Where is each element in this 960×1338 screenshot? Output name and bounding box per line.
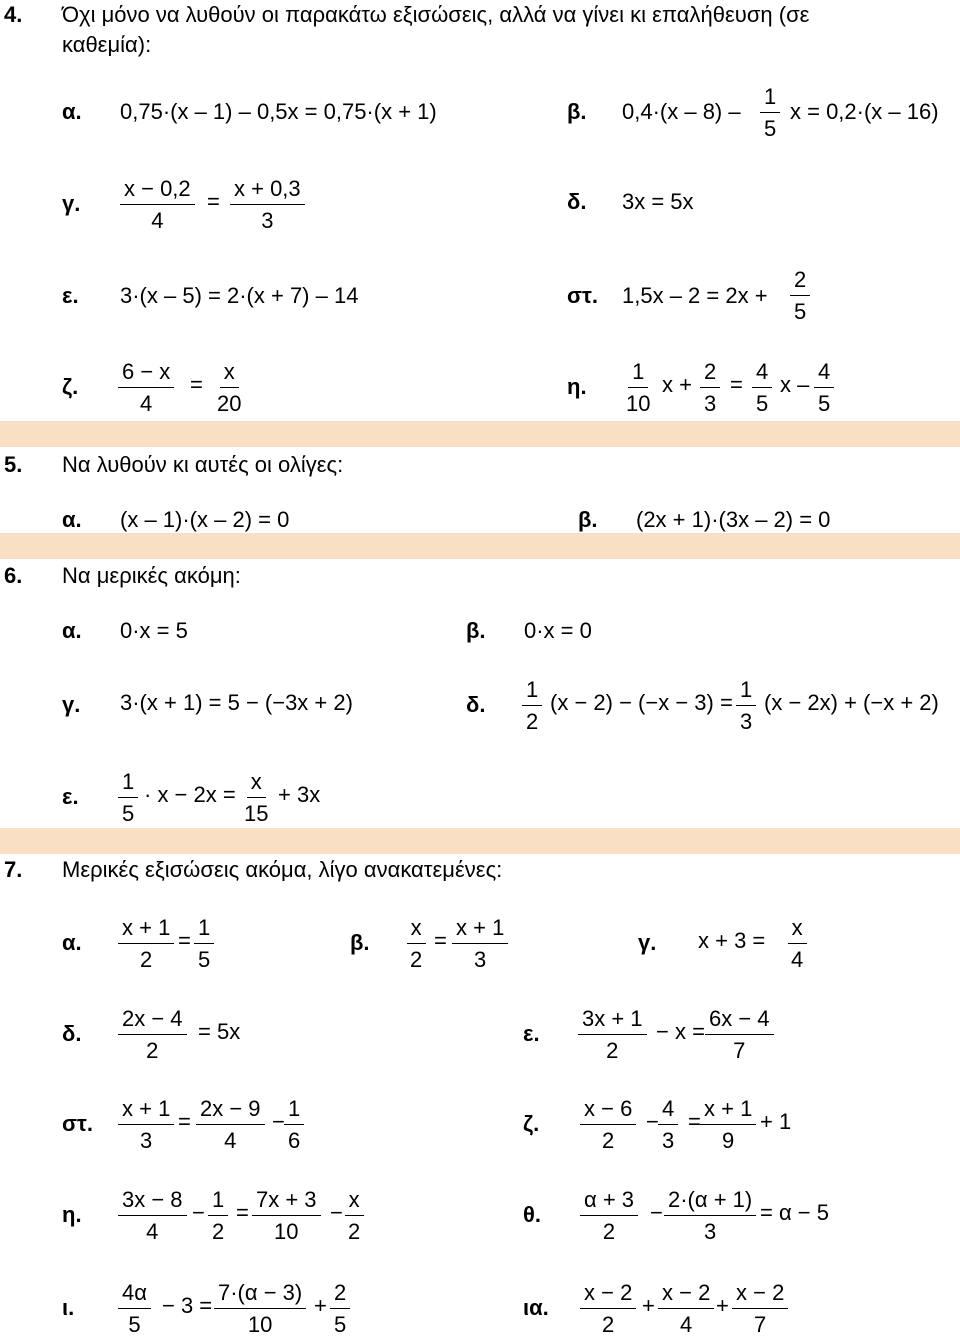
- q5-b-equation: (2x + 1)·(3x – 2) = 0: [636, 507, 831, 532]
- fraction-numerator: 2x − 9: [196, 1095, 265, 1125]
- q7-i-plus: +: [314, 1293, 327, 1318]
- fraction-denominator: 7: [733, 1038, 746, 1063]
- fraction-numerator: 4α: [118, 1279, 151, 1309]
- q7-th-fraction-2: [664, 1186, 756, 1245]
- fraction-denominator: 4: [224, 1128, 237, 1153]
- fraction-denominator: 2: [606, 1038, 619, 1063]
- q6-d-label: δ.: [466, 692, 486, 717]
- q7-h-minus-1: −: [192, 1200, 205, 1225]
- q7-b-fraction-2: [452, 914, 508, 973]
- fraction-denominator: 3: [662, 1128, 675, 1153]
- q7-th-label: θ.: [523, 1202, 542, 1227]
- fraction-numerator: 1: [522, 676, 542, 706]
- question-6-number: 6.: [4, 563, 23, 588]
- q6-e-fraction-1: [118, 768, 138, 827]
- q7-z-fraction-1: [580, 1095, 636, 1154]
- fraction-denominator: 2: [410, 947, 423, 972]
- q4-h-fraction-2: [700, 358, 720, 417]
- q7-i-label: ι.: [62, 1295, 75, 1320]
- q7-st-minus: −: [272, 1109, 285, 1134]
- q4-c-label: γ.: [62, 191, 81, 216]
- q7-ia-plus-1: +: [642, 1293, 655, 1318]
- fraction-denominator: 4: [151, 208, 164, 233]
- fraction-numerator: 4: [814, 358, 834, 388]
- q4-h-fraction-1: [622, 358, 654, 417]
- fraction-denominator: 2: [602, 1312, 615, 1337]
- q6-e-label: ε.: [62, 784, 79, 809]
- fraction-numerator: 1: [736, 676, 756, 706]
- fraction-denominator: 5: [122, 801, 135, 826]
- fraction-numerator: 1: [628, 358, 648, 388]
- q4-d-label: δ.: [567, 189, 587, 214]
- q7-h-fraction-1: [118, 1186, 187, 1245]
- q7-b-equals: =: [434, 928, 447, 953]
- q7-z-label: ζ.: [523, 1111, 540, 1136]
- section-divider-band: [0, 533, 960, 559]
- q7-i-fraction-3: [330, 1279, 350, 1338]
- fraction-denominator: 4: [146, 1219, 159, 1244]
- q7-e-fraction-2: [705, 1005, 774, 1064]
- question-4-heading-line2: καθεμία):: [62, 32, 152, 57]
- fraction-denominator: 5: [794, 299, 807, 324]
- q6-e-part1: · x − 2x =: [144, 782, 236, 807]
- fraction-denominator: 10: [274, 1219, 299, 1244]
- q4-a-label: α.: [62, 99, 82, 124]
- fraction-denominator: 5: [334, 1312, 347, 1337]
- q7-d-part1: = 5x: [198, 1019, 241, 1044]
- q6-e-part2: + 3x: [278, 782, 321, 807]
- q5-a-equation: (x – 1)·(x – 2) = 0: [120, 507, 290, 532]
- q4-z-fraction-left: [118, 358, 174, 417]
- fraction-numerator: 1: [760, 83, 780, 113]
- fraction-denominator: 2: [146, 1038, 159, 1063]
- fraction-denominator: 3: [704, 391, 717, 416]
- fraction-numerator: 1: [284, 1095, 304, 1125]
- q4-b-part1: 0,4·(x – 8) –: [622, 99, 741, 124]
- fraction-numerator: 2: [700, 358, 720, 388]
- q4-h-equals: =: [730, 372, 743, 397]
- q7-d-label: δ.: [62, 1021, 82, 1046]
- q4-z-fraction-right: [213, 358, 245, 417]
- fraction-denominator: 5: [128, 1312, 141, 1337]
- fraction-numerator: 6x − 4: [705, 1005, 774, 1035]
- fraction-numerator: 1: [208, 1186, 228, 1216]
- q7-h-label: η.: [62, 1202, 82, 1227]
- fraction-denominator: 4: [680, 1312, 693, 1337]
- q7-z-equals: =: [688, 1109, 701, 1134]
- q7-e-fraction-1: [578, 1005, 647, 1064]
- fraction-numerator: 6 − x: [118, 358, 174, 388]
- fraction-denominator: 3: [704, 1219, 717, 1244]
- q7-h-fraction-3: [252, 1186, 321, 1245]
- question-4-number: 4.: [4, 2, 23, 27]
- q5-a-label: α.: [62, 507, 82, 532]
- fraction-denominator: 4: [140, 391, 153, 416]
- q6-c-label: γ.: [62, 692, 81, 717]
- question-7-heading: Μερικές εξισώσεις ακόμα, λίγο ανακατεμένες:: [62, 857, 503, 882]
- question-5-heading: Να λυθούν κι αυτές οι ολίγες:: [62, 452, 344, 477]
- fraction-numerator: x − 2: [658, 1279, 714, 1309]
- fraction-denominator: 2: [602, 1219, 616, 1244]
- q4-z-label: ζ.: [62, 374, 79, 399]
- q4-b-part2: x = 0,2·(x – 16): [790, 99, 939, 124]
- q4-h-label: η.: [567, 374, 587, 399]
- fraction-denominator: 5: [198, 947, 211, 972]
- q7-z-fraction-3: [700, 1095, 756, 1154]
- q7-th-part1: = α − 5: [760, 1200, 829, 1225]
- q7-i-fraction-1: [118, 1279, 151, 1338]
- q7-a-fraction-2: [194, 914, 214, 973]
- q6-e-fraction-2: [240, 768, 272, 827]
- fraction-denominator: 3: [261, 208, 274, 233]
- q7-st-label: στ.: [62, 1111, 93, 1136]
- fraction-numerator: 7·(α − 3): [214, 1279, 306, 1309]
- q6-b-label: β.: [466, 618, 486, 643]
- q7-h-fraction-4: [344, 1186, 364, 1245]
- q6-d-fraction-1: [522, 676, 542, 735]
- q7-b-fraction-1: [406, 914, 426, 973]
- fraction-numerator: x + 0,3: [230, 175, 305, 205]
- q7-ia-plus-2: +: [716, 1293, 729, 1318]
- q4-h-fraction-4: [814, 358, 834, 417]
- q4-z-equals: =: [190, 372, 203, 397]
- q6-a-label: α.: [62, 618, 82, 643]
- fraction-denominator: 2: [212, 1219, 225, 1244]
- q4-d-equation: 3x = 5x: [622, 189, 694, 214]
- fraction-denominator: 15: [244, 801, 269, 826]
- q6-d-fraction-2: [736, 676, 756, 735]
- q6-a-equation: 0·x = 5: [120, 618, 188, 643]
- q4-c-fraction-left: [120, 175, 195, 234]
- question-5-number: 5.: [4, 452, 23, 477]
- fraction-numerator: 2x − 4: [118, 1005, 187, 1035]
- q7-st-fraction-3: [284, 1095, 304, 1154]
- fraction-denominator: 2: [526, 709, 539, 734]
- q6-d-part1: (x − 2) − (−x − 3) =: [550, 690, 733, 715]
- q7-st-fraction-2: [196, 1095, 265, 1154]
- fraction-denominator: 2: [348, 1219, 361, 1244]
- fraction-numerator: x + 1: [452, 914, 508, 944]
- q4-h-part2: x –: [780, 372, 810, 397]
- q7-c-fraction: [787, 914, 807, 973]
- q4-c-equals: =: [207, 189, 220, 214]
- q7-b-label: β.: [350, 930, 370, 955]
- fraction-numerator: x + 1: [118, 1095, 174, 1125]
- fraction-numerator: x: [220, 358, 239, 388]
- fraction-numerator: x: [788, 914, 807, 944]
- fraction-denominator: 10: [626, 391, 651, 416]
- fraction-numerator: 1: [118, 768, 138, 798]
- q4-e-equation: 3·(x – 5) = 2·(x + 7) – 14: [120, 283, 359, 308]
- fraction-numerator: x + 1: [118, 914, 174, 944]
- fraction-numerator: x: [407, 914, 426, 944]
- fraction-denominator: 6: [288, 1128, 301, 1153]
- fraction-numerator: x − 0,2: [120, 175, 195, 205]
- fraction-denominator: 7: [754, 1312, 767, 1337]
- q4-e-label: ε.: [62, 283, 79, 308]
- q7-ia-fraction-3: [732, 1279, 788, 1338]
- fraction-denominator: 5: [764, 116, 777, 141]
- fraction-denominator: 3: [740, 709, 753, 734]
- fraction-denominator: 10: [247, 1312, 273, 1337]
- fraction-denominator: 5: [756, 391, 769, 416]
- fraction-numerator: x: [345, 1186, 364, 1216]
- fraction-denominator: 2: [140, 947, 153, 972]
- question-6-heading: Να μερικές ακόμη:: [62, 563, 241, 588]
- fraction-numerator: 2: [330, 1279, 350, 1309]
- q7-ia-fraction-2: [658, 1279, 714, 1338]
- question-4-heading-line1: Όχι μόνο να λυθούν οι παρακάτω εξισώσεις, αλλά να γίνει κι επαλήθευση (σε: [62, 2, 810, 27]
- q4-h-part1: x +: [662, 372, 692, 397]
- q7-e-label: ε.: [523, 1021, 540, 1046]
- fraction-denominator: 3: [474, 947, 487, 972]
- section-divider-band: [0, 828, 960, 854]
- fraction-numerator: x − 6: [580, 1095, 636, 1125]
- fraction-numerator: x: [247, 768, 266, 798]
- q7-h-fraction-2: [208, 1186, 228, 1245]
- q7-ia-label: ια.: [523, 1295, 549, 1320]
- q7-i-part1: − 3 =: [162, 1293, 213, 1318]
- q4-b-label: β.: [567, 99, 587, 124]
- q5-b-label: β.: [578, 507, 598, 532]
- fraction-numerator: x − 2: [580, 1279, 636, 1309]
- fraction-numerator: 4: [752, 358, 772, 388]
- q6-b-equation: 0·x = 0: [524, 618, 592, 643]
- fraction-numerator: 1: [194, 914, 214, 944]
- q4-st-part1: 1,5x – 2 = 2x +: [622, 283, 768, 308]
- q7-st-fraction-1: [118, 1095, 174, 1154]
- q7-th-minus: −: [650, 1200, 663, 1225]
- fraction-denominator: 4: [791, 947, 804, 972]
- q6-d-part2: (x − 2x) + (−x + 2): [764, 690, 939, 715]
- q7-d-fraction: [118, 1005, 187, 1064]
- fraction-numerator: 7x + 3: [252, 1186, 321, 1216]
- q7-e-part1: − x =: [656, 1019, 705, 1044]
- q7-z-fraction-2: [658, 1095, 678, 1154]
- fraction-numerator: α + 3: [580, 1186, 638, 1216]
- q7-h-minus-2: −: [330, 1200, 343, 1225]
- fraction-numerator: 4: [658, 1095, 678, 1125]
- fraction-denominator: 9: [722, 1128, 735, 1153]
- q4-b-fraction: [760, 83, 780, 142]
- fraction-numerator: x + 1: [700, 1095, 756, 1125]
- q4-h-fraction-3: [752, 358, 772, 417]
- q4-st-fraction: [790, 266, 810, 325]
- fraction-numerator: 3x − 8: [118, 1186, 187, 1216]
- q7-a-fraction-1: [118, 914, 174, 973]
- q7-z-minus: −: [646, 1109, 659, 1134]
- q7-a-equals: =: [178, 928, 191, 953]
- q7-z-part1: + 1: [760, 1109, 792, 1134]
- fraction-numerator: 2·(α + 1): [664, 1186, 756, 1216]
- q4-c-fraction-right: [230, 175, 305, 234]
- q7-i-fraction-2: [214, 1279, 306, 1338]
- fraction-denominator: 3: [140, 1128, 153, 1153]
- q7-ia-fraction-1: [580, 1279, 636, 1338]
- fraction-numerator: 3x + 1: [578, 1005, 647, 1035]
- q7-st-equals: =: [178, 1109, 191, 1134]
- section-divider-band: [0, 421, 960, 447]
- q4-a-equation: 0,75·(x – 1) – 0,5x = 0,75·(x + 1): [120, 99, 437, 124]
- q7-h-equals: =: [236, 1200, 249, 1225]
- fraction-denominator: 20: [217, 391, 242, 416]
- q6-c-equation: 3·(x + 1) = 5 − (−3x + 2): [120, 690, 353, 715]
- q7-th-fraction-1: [580, 1186, 638, 1245]
- q7-c-part1: x + 3 =: [698, 928, 766, 953]
- q7-c-label: γ.: [638, 930, 657, 955]
- q7-a-label: α.: [62, 930, 82, 955]
- question-7-number: 7.: [4, 857, 23, 882]
- fraction-denominator: 5: [818, 391, 831, 416]
- fraction-numerator: x − 2: [732, 1279, 788, 1309]
- fraction-numerator: 2: [790, 266, 810, 296]
- q4-st-label: στ.: [567, 283, 598, 308]
- fraction-denominator: 2: [602, 1128, 615, 1153]
